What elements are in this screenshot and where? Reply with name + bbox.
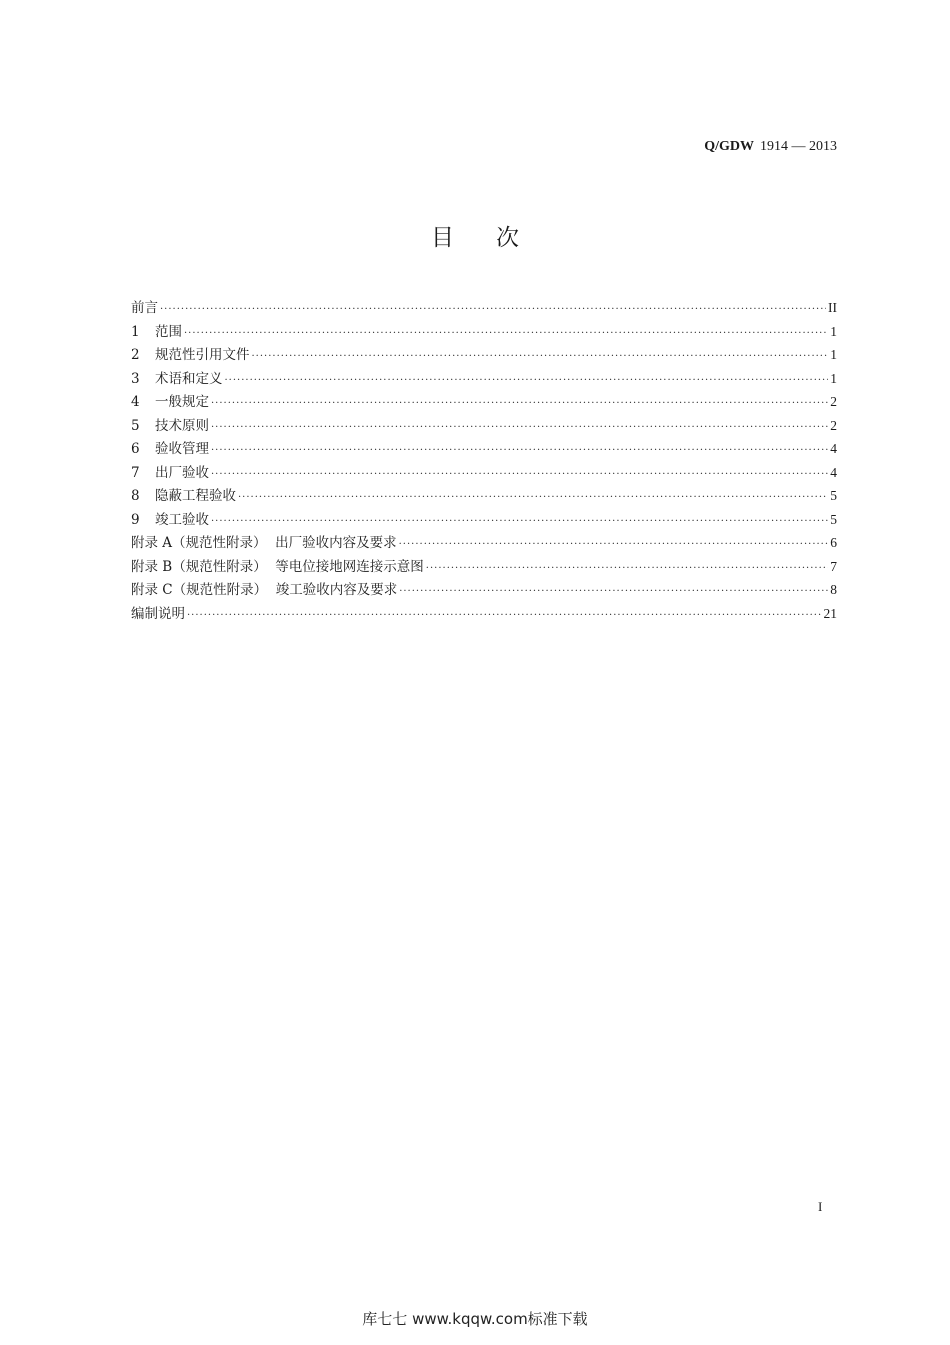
toc-entry-number: 2 <box>131 347 140 363</box>
toc-leader-dots <box>187 604 822 628</box>
toc-entry-page: 2 <box>830 394 837 409</box>
toc-entry-title: 前言 <box>131 300 158 316</box>
toc-entry-title: 技术原则 <box>155 417 209 434</box>
toc-leader-dots <box>184 322 828 346</box>
toc-entry-number: 3 <box>131 370 140 387</box>
toc-entry[interactable] <box>131 390 837 414</box>
toc-entry-title: 规范性引用文件 <box>155 347 250 363</box>
toc-entry[interactable] <box>131 578 837 602</box>
toc-entry-page: 6 <box>830 535 837 550</box>
toc-entry-page: 1 <box>830 323 837 339</box>
toc-leader-dots <box>252 345 829 369</box>
toc-leader-dots <box>160 298 826 322</box>
toc-entry-page: 21 <box>823 605 837 621</box>
toc-entry-page: 7 <box>830 558 837 574</box>
toc-entry-page: 4 <box>830 441 837 456</box>
toc-entry-title: 范围 <box>155 323 182 340</box>
toc-entry[interactable] <box>131 461 837 485</box>
toc-leader-dots <box>211 510 828 534</box>
toc-entry-page: 1 <box>830 370 837 386</box>
toc-entry-page: 5 <box>830 511 837 527</box>
toc-entry[interactable] <box>131 602 837 626</box>
toc-entry-number: 1 <box>131 323 140 340</box>
toc-entry[interactable] <box>131 555 837 579</box>
toc-entry-title: 附录 C（规范性附录） 竣工验收内容及要求 <box>131 582 398 598</box>
page-title: 目次 <box>431 225 561 251</box>
toc-entry[interactable] <box>131 296 837 320</box>
toc-entry-title: 附录 A（规范性附录） 出厂验收内容及要求 <box>131 535 397 551</box>
page-number: I <box>818 1199 823 1214</box>
toc-entry-page: 4 <box>830 464 837 480</box>
toc-entry-number: 4 <box>131 394 140 410</box>
toc-leader-dots <box>238 486 828 510</box>
toc-entry-number: 5 <box>131 417 140 434</box>
toc-entry-title: 竣工验收 <box>155 511 209 528</box>
toc-leader-dots <box>225 369 829 393</box>
toc-leader-dots <box>211 392 828 416</box>
toc-entry-number: 9 <box>131 511 140 528</box>
toc-leader-dots <box>211 463 828 487</box>
toc-entry-page: 2 <box>830 417 837 433</box>
toc-entry[interactable] <box>131 531 837 555</box>
toc-entry-page: II <box>828 300 837 315</box>
toc-leader-dots <box>211 416 828 440</box>
toc-entry-number: 8 <box>131 488 140 504</box>
toc-entry-title: 编制说明 <box>131 605 185 622</box>
toc-entry[interactable] <box>131 414 837 438</box>
toc-entry[interactable] <box>131 484 837 508</box>
toc-entry-number: 6 <box>131 441 140 457</box>
toc-entry-title: 一般规定 <box>155 394 209 410</box>
toc-entry[interactable] <box>131 320 837 344</box>
toc-leader-dots <box>399 533 829 557</box>
standard-code-header <box>704 139 837 155</box>
standard-prefix: Q/GDW <box>704 139 754 154</box>
toc-entry-number: 7 <box>131 464 140 481</box>
toc-entry-title: 验收管理 <box>155 441 209 457</box>
toc-entry[interactable] <box>131 508 837 532</box>
toc-entry-title: 隐蔽工程验收 <box>155 488 236 504</box>
toc-entry-page: 8 <box>830 582 837 597</box>
toc-entry-title: 出厂验收 <box>155 464 209 481</box>
toc-leader-dots <box>426 557 828 581</box>
toc-entry-title: 术语和定义 <box>155 370 223 387</box>
toc-entry-title: 附录 B（规范性附录） 等电位接地网连接示意图 <box>131 558 424 575</box>
toc-entry[interactable] <box>131 437 837 461</box>
table-of-contents <box>131 296 837 625</box>
toc-leader-dots <box>211 439 828 463</box>
toc-entry[interactable] <box>131 367 837 391</box>
toc-entry-page: 5 <box>830 488 837 503</box>
toc-entry[interactable] <box>131 343 837 367</box>
toc-entry-page: 1 <box>830 347 837 362</box>
toc-leader-dots <box>399 580 828 604</box>
standard-number: 1914 — 2013 <box>760 139 837 154</box>
watermark-text: 库七七 www.kqqw.com标准下载 <box>362 1310 588 1328</box>
